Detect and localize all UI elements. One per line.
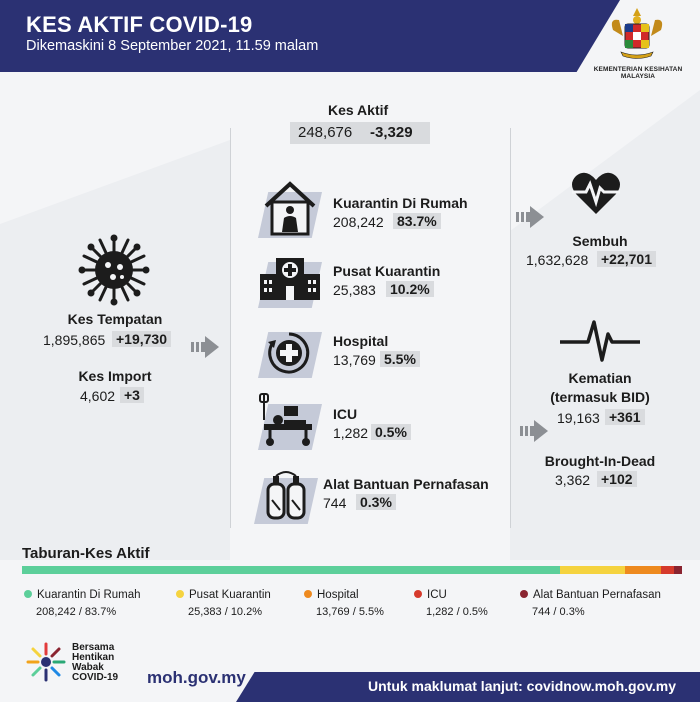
ministry-name: KEMENTERIAN KESIHATAN MALAYSIA: [593, 66, 683, 80]
legend-item: [414, 589, 447, 601]
arrow-right-icon: [191, 336, 219, 358]
update-timestamp: Dikemaskini 8 September 2021, 11.59 malam: [26, 38, 319, 54]
distribution-segment: [560, 566, 626, 574]
page-title: KES AKTIF COVID-19: [26, 12, 253, 37]
icu-bed-icon: [256, 390, 320, 448]
distribution-segment: [22, 566, 560, 574]
bid-change: +102: [597, 471, 637, 487]
legend-value: 744 / 0.3%: [532, 606, 585, 618]
campaign-line: Hentikan: [72, 652, 115, 663]
campaign-line: Bersama: [72, 642, 115, 653]
category-label: Alat Bantuan Pernafasan: [323, 476, 489, 492]
category-label: Pusat Kuarantin: [333, 263, 441, 279]
legend-dot-icon: [176, 590, 184, 598]
category-value: 744: [323, 495, 347, 511]
legend-dot-icon: [414, 590, 422, 598]
import-cases-value: 4,602: [80, 388, 116, 404]
campaign-line: COVID-19: [72, 672, 119, 683]
category-value: 25,383: [333, 282, 376, 298]
oxygen-tank-icon: [262, 470, 310, 520]
divider: [230, 128, 231, 528]
more-info-link[interactable]: Untuk maklumat lanjut: covidnow.moh.gov.my: [368, 678, 677, 694]
legend-value: 208,242 / 83.7%: [36, 606, 117, 618]
distribution-title: Taburan-Kes Aktif: [22, 545, 150, 562]
distribution-segment: [625, 566, 660, 574]
category-value: 13,769: [333, 352, 376, 368]
legend-label: Kuarantin Di Rumah: [37, 589, 141, 601]
legend-dot-icon: [24, 590, 32, 598]
legend-label: Pusat Kuarantin: [189, 589, 271, 601]
category-percent: 0.5%: [371, 424, 411, 440]
bid-label: Brought-In-Dead: [544, 453, 656, 469]
legend-value: 1,282 / 0.5%: [426, 606, 488, 618]
legend-label: Alat Bantuan Pernafasan: [533, 589, 661, 601]
active-cases-label: Kes Aktif: [328, 102, 389, 118]
virus-icon: [78, 234, 150, 306]
category-percent: 10.2%: [386, 281, 434, 297]
category-percent: 83.7%: [393, 213, 441, 229]
recovered-change: +22,701: [597, 251, 656, 267]
distribution-segment: [661, 566, 675, 574]
deaths-change: +361: [605, 409, 645, 425]
website-link[interactable]: moh.gov.my: [147, 668, 246, 687]
legend-label: ICU: [427, 589, 447, 601]
legend-item: [176, 589, 271, 601]
recovered-label: Sembuh: [572, 233, 628, 249]
coat-of-arms-icon: [605, 6, 669, 62]
local-cases-label: Kes Tempatan: [67, 311, 163, 327]
local-cases-value: 1,895,865: [43, 332, 106, 348]
campaign-logo-icon: [24, 640, 68, 684]
active-cases-change: -3,329: [370, 124, 413, 141]
category-value: 1,282: [333, 425, 369, 441]
legend-dot-icon: [304, 590, 312, 598]
legend-item: [304, 589, 359, 601]
category-label: Hospital: [333, 333, 389, 349]
import-cases-label: Kes Import: [78, 368, 152, 384]
divider: [510, 128, 511, 528]
category-label: ICU: [333, 406, 358, 422]
category-label: Kuarantin Di Rumah: [333, 195, 468, 211]
legend-item: [520, 589, 661, 601]
import-cases-change: +3: [120, 387, 144, 403]
deaths-label: Kematian: [568, 370, 632, 386]
deaths-sublabel: (termasuk BID): [550, 389, 650, 405]
recovered-value: 1,632,628: [526, 252, 589, 268]
ecg-flatline-icon: [560, 316, 642, 362]
arrow-right-icon: [516, 206, 544, 228]
hospital-building-icon: [258, 252, 322, 302]
legend-item: [24, 589, 141, 601]
category-value: 208,242: [333, 214, 384, 230]
heartbeat-icon: [570, 170, 622, 216]
legend-value: 25,383 / 10.2%: [188, 606, 263, 618]
bid-value: 3,362: [555, 472, 591, 488]
distribution-bar: [22, 566, 682, 574]
legend-label: Hospital: [317, 589, 359, 601]
active-cases-value: 248,676: [298, 124, 353, 141]
distribution-segment: [674, 566, 682, 574]
legend-dot-icon: [520, 590, 528, 598]
medical-cross-icon: [266, 330, 312, 376]
category-percent: 5.5%: [380, 351, 420, 367]
arrow-right-icon: [520, 420, 548, 442]
deaths-value: 19,163: [557, 410, 600, 426]
house-person-icon: [262, 180, 318, 236]
category-percent: 0.3%: [356, 494, 396, 510]
legend-value: 13,769 / 5.5%: [316, 606, 384, 618]
campaign-line: Wabak: [72, 662, 104, 673]
local-cases-change: +19,730: [112, 331, 171, 347]
